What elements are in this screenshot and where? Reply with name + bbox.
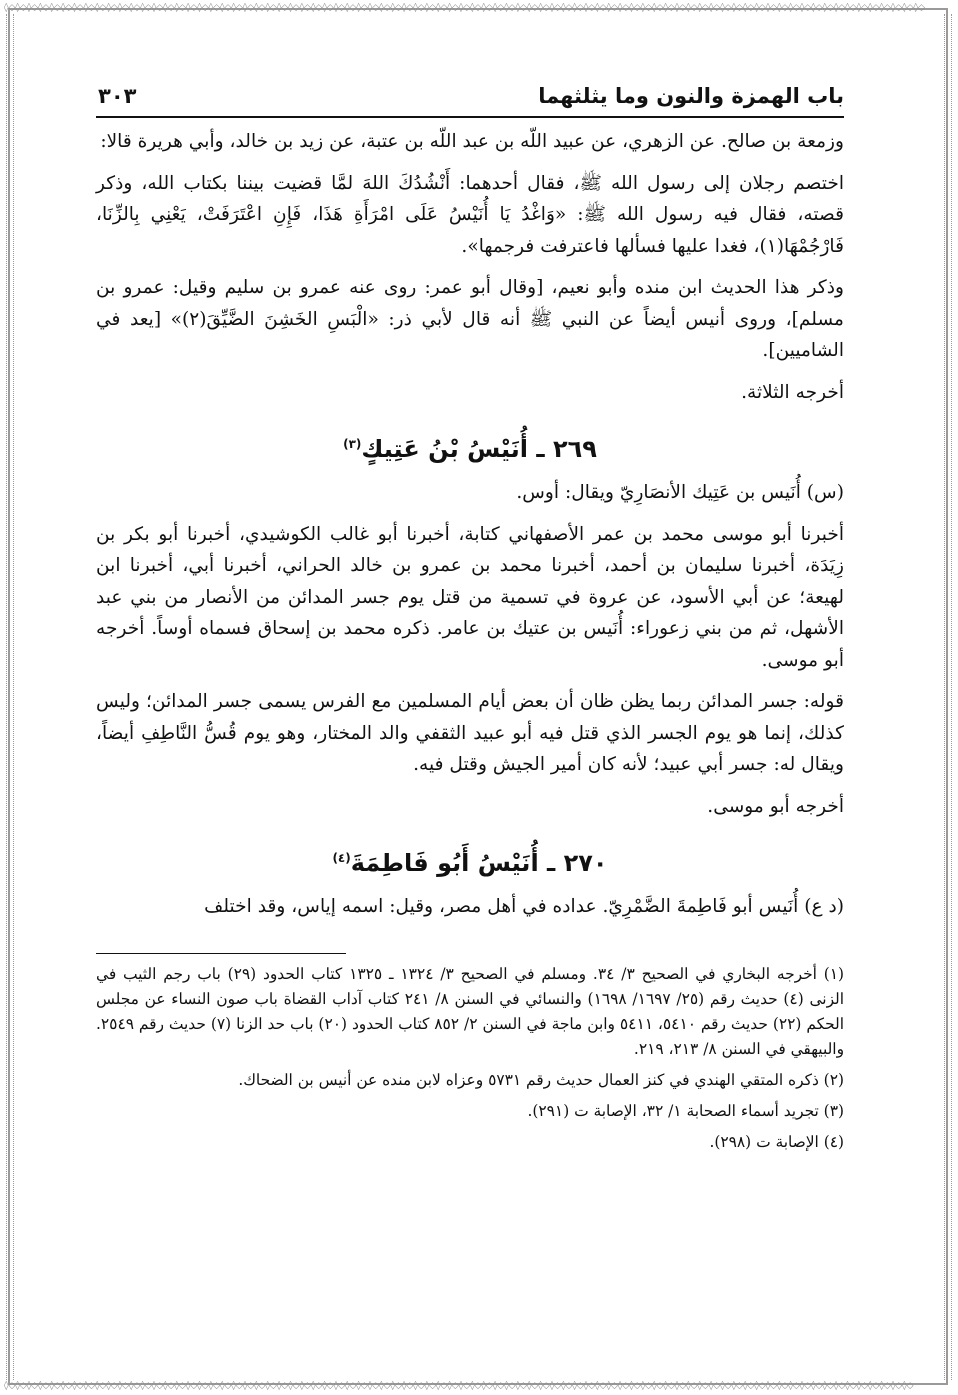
footnote: (٤) الإصابة ت (٢٩٨). <box>709 1132 844 1151</box>
paragraph: اختصم رجلان إلى رسول الله ﷺ، فقال أحدهما: أَنْشُدُكَ اللهَ لمَّا قضيت بيننا بكتاب الله، وذكر قصته، فقال فيه رسول الله ﷺ: «وَاغْدُ يَا أُنَيْسُ عَلَى امْرَأَةِ هَذَا، فَإِنِ اعْتَرَفَتْ، يَعْنِي بِالزِّنَا، فَارْجُمْهَا(١)، فغدا عليها فسألها فاعترفت فرجمها». <box>96 172 844 257</box>
footnote: (١) أخرجه البخاري في الصحيح ٣/ ٣٤. ومسلم في الصحيح ٣/ ١٣٢٤ ـ ١٣٢٥ كتاب الحدود (٢٩) باب رجم الثيب في الزنى (٤) حديث رقم (٢٥/ ١٦٩٧/ ١٦٩٨) والنسائي في السنن ٨/ ٢٤١ كتاب آداب القضاة باب صون النساء عن مجلس الحكم (٢٢) حديث رقم ٥٤١٠، ٥٤١١ وابن ماجة في السنن ٢/ ٨٥٢ كتاب الحدود (٢٠) باب حد الزنا (٧) حديث رقم ٢٥٤٩. والبيهقي في السنن ٨/ ٢١٣، ٢١٩. <box>96 964 845 1058</box>
paragraph: أخبرنا أبو موسى محمد بن عمر الأصفهاني كتابة، أخبرنا أبو غالب الكوشيدي، أخبرنا أبو بكر بن زِيَدَة، أخبرنا سليمان بن أحمد، أخبرنا محمد بن عمرو بن خالد الحراني، أخبرنا أبي، أخبرنا ابن لهيعة؛ عن أبي الأسود، عن عروة في تسمية من قتل يوم جسر المدائن من الأنصار من بني عبد الأشهل، ثم من بني زعوراء: أُنَيس بن عتيك بن عامر. ذكره محمد بن إسحاق فسماه أوساً. أخرجه أبو موسى. <box>96 523 844 671</box>
chapter-title: باب الهمزة والنون وما يثلثهما <box>538 84 844 108</box>
running-header <box>96 80 844 118</box>
page-content <box>96 80 844 1155</box>
footnote-ref: (٤) <box>332 851 351 865</box>
paragraph: أخرجه أبو موسى. <box>707 795 844 817</box>
paragraph: أخرجه الثلاثة. <box>741 381 844 403</box>
bottom-ornament-border: ◊◇◊◇◊◇◊◇◊◇◊◇◊◇◊◇◊◇◊◇◊◇◊◇◊◇◊◇◊◇◊◇◊◇◊◇◊◇◊◇◊◇◊◇◊◇◊◇◊◇◊◇◊◇◊◇◊◇◊◇◊◇◊◇◊◇◊◇◊◇◊◇◊◇◊◇◊◇◊◇◊◇◊◇◊◇◊◇◊◇◊◇◊◇◊◇◊◇◊◇◊◇◊◇◊◇◊◇◊◇◊◇◊◇◊◇◊◇◊◇◊◇◊◇◊◇◊◇◊◇◊◇◊◇◊◇◊◇◊◇◊◇◊◇◊◇◊◇◊◇◊◇◊◇◊◇◊◇◊◇ <box>4 1381 914 1391</box>
paragraph: وزمعة بن صالح. عن الزهري، عن عبيد اللّه بن عبد اللّه بن عتبة، عن زيد بن خالد، وأبي هريرة قالا: <box>100 131 844 152</box>
paragraph: (د ع) أُنَيس أبو فَاطِمةَ الضَّمْرِيّ. عداده في أهل مصر، وقيل: اسمه إياس، وقد اختلف <box>204 896 844 917</box>
footnote: (٢) ذكره المتقي الهندي في كنز العمال حديث رقم ٥٧٣١ وعزاه لابن منده عن أنيس بن الضحاك. <box>238 1070 844 1089</box>
footnote: (٣) تجريد أسماء الصحابة ١/ ٣٢، الإصابة ت (٢٩١). <box>527 1101 844 1120</box>
footnote-divider <box>96 953 346 954</box>
entry-heading <box>96 840 844 881</box>
page-number: ٣٠٣ <box>98 84 137 108</box>
footnote-ref: (٣) <box>343 437 362 451</box>
entry-heading-text: ٢٧٠ ـ أُنَيْسُ أَبُو فَاطِمَةَ <box>350 849 608 877</box>
entry-heading-text: ٢٦٩ ـ أُنَيْسُ بْنُ عَتِيكٍ <box>361 435 597 463</box>
right-ornament-border <box>944 14 952 1380</box>
paragraph: (س) أُنَيس بن عَتِيك الأنصَارِيّ ويقال: أوس. <box>516 482 844 503</box>
paragraph: قوله: جسر المدائن ربما يظن ظان أن بعض أيام المسلمين مع الفرس يسمى جسر المدائن؛ وليس كذلك، إنما هو يوم الجسر الذي قتل فيه أبو عبيد الثقفي والد المختار، وهو يوم قُسُّ النَّاطِفِ أيضاً، ويقال له: جسر أبي عبيد؛ لأنه كان أمير الجيش وقتل فيه. <box>96 691 844 775</box>
left-ornament-border <box>6 14 14 1380</box>
entry-heading <box>96 426 844 467</box>
top-ornament-border: ◊◇◊◇◊◇◊◇◊◇◊◇◊◇◊◇◊◇◊◇◊◇◊◇◊◇◊◇◊◇◊◇◊◇◊◇◊◇◊◇◊◇◊◇◊◇◊◇◊◇◊◇◊◇◊◇◊◇◊◇◊◇◊◇◊◇◊◇◊◇◊◇◊◇◊◇◊◇◊◇◊◇◊◇◊◇◊◇◊◇◊◇◊◇◊◇◊◇◊◇◊◇◊◇◊◇◊◇◊◇◊◇◊◇◊◇◊◇◊◇◊◇◊◇◊◇◊◇◊◇◊◇◊◇◊◇◊◇◊◇◊◇◊◇◊◇◊◇◊◇◊◇◊◇◊◇◊◇◊◇◊◇ <box>4 3 925 13</box>
paragraph: وذكر هذا الحديث ابن منده وأبو نعيم، [وقال أبو عمر: روى عنه عمرو بن سليم وقيل: عمرو بن مسلم]، وروى أنيس أيضاً عن النبي ﷺ أنه قال لأبي ذر: «الْبَسِ الخَشِنَ الضَّيِّقَ(٢)» [يعد في الشاميين]. <box>96 277 844 361</box>
